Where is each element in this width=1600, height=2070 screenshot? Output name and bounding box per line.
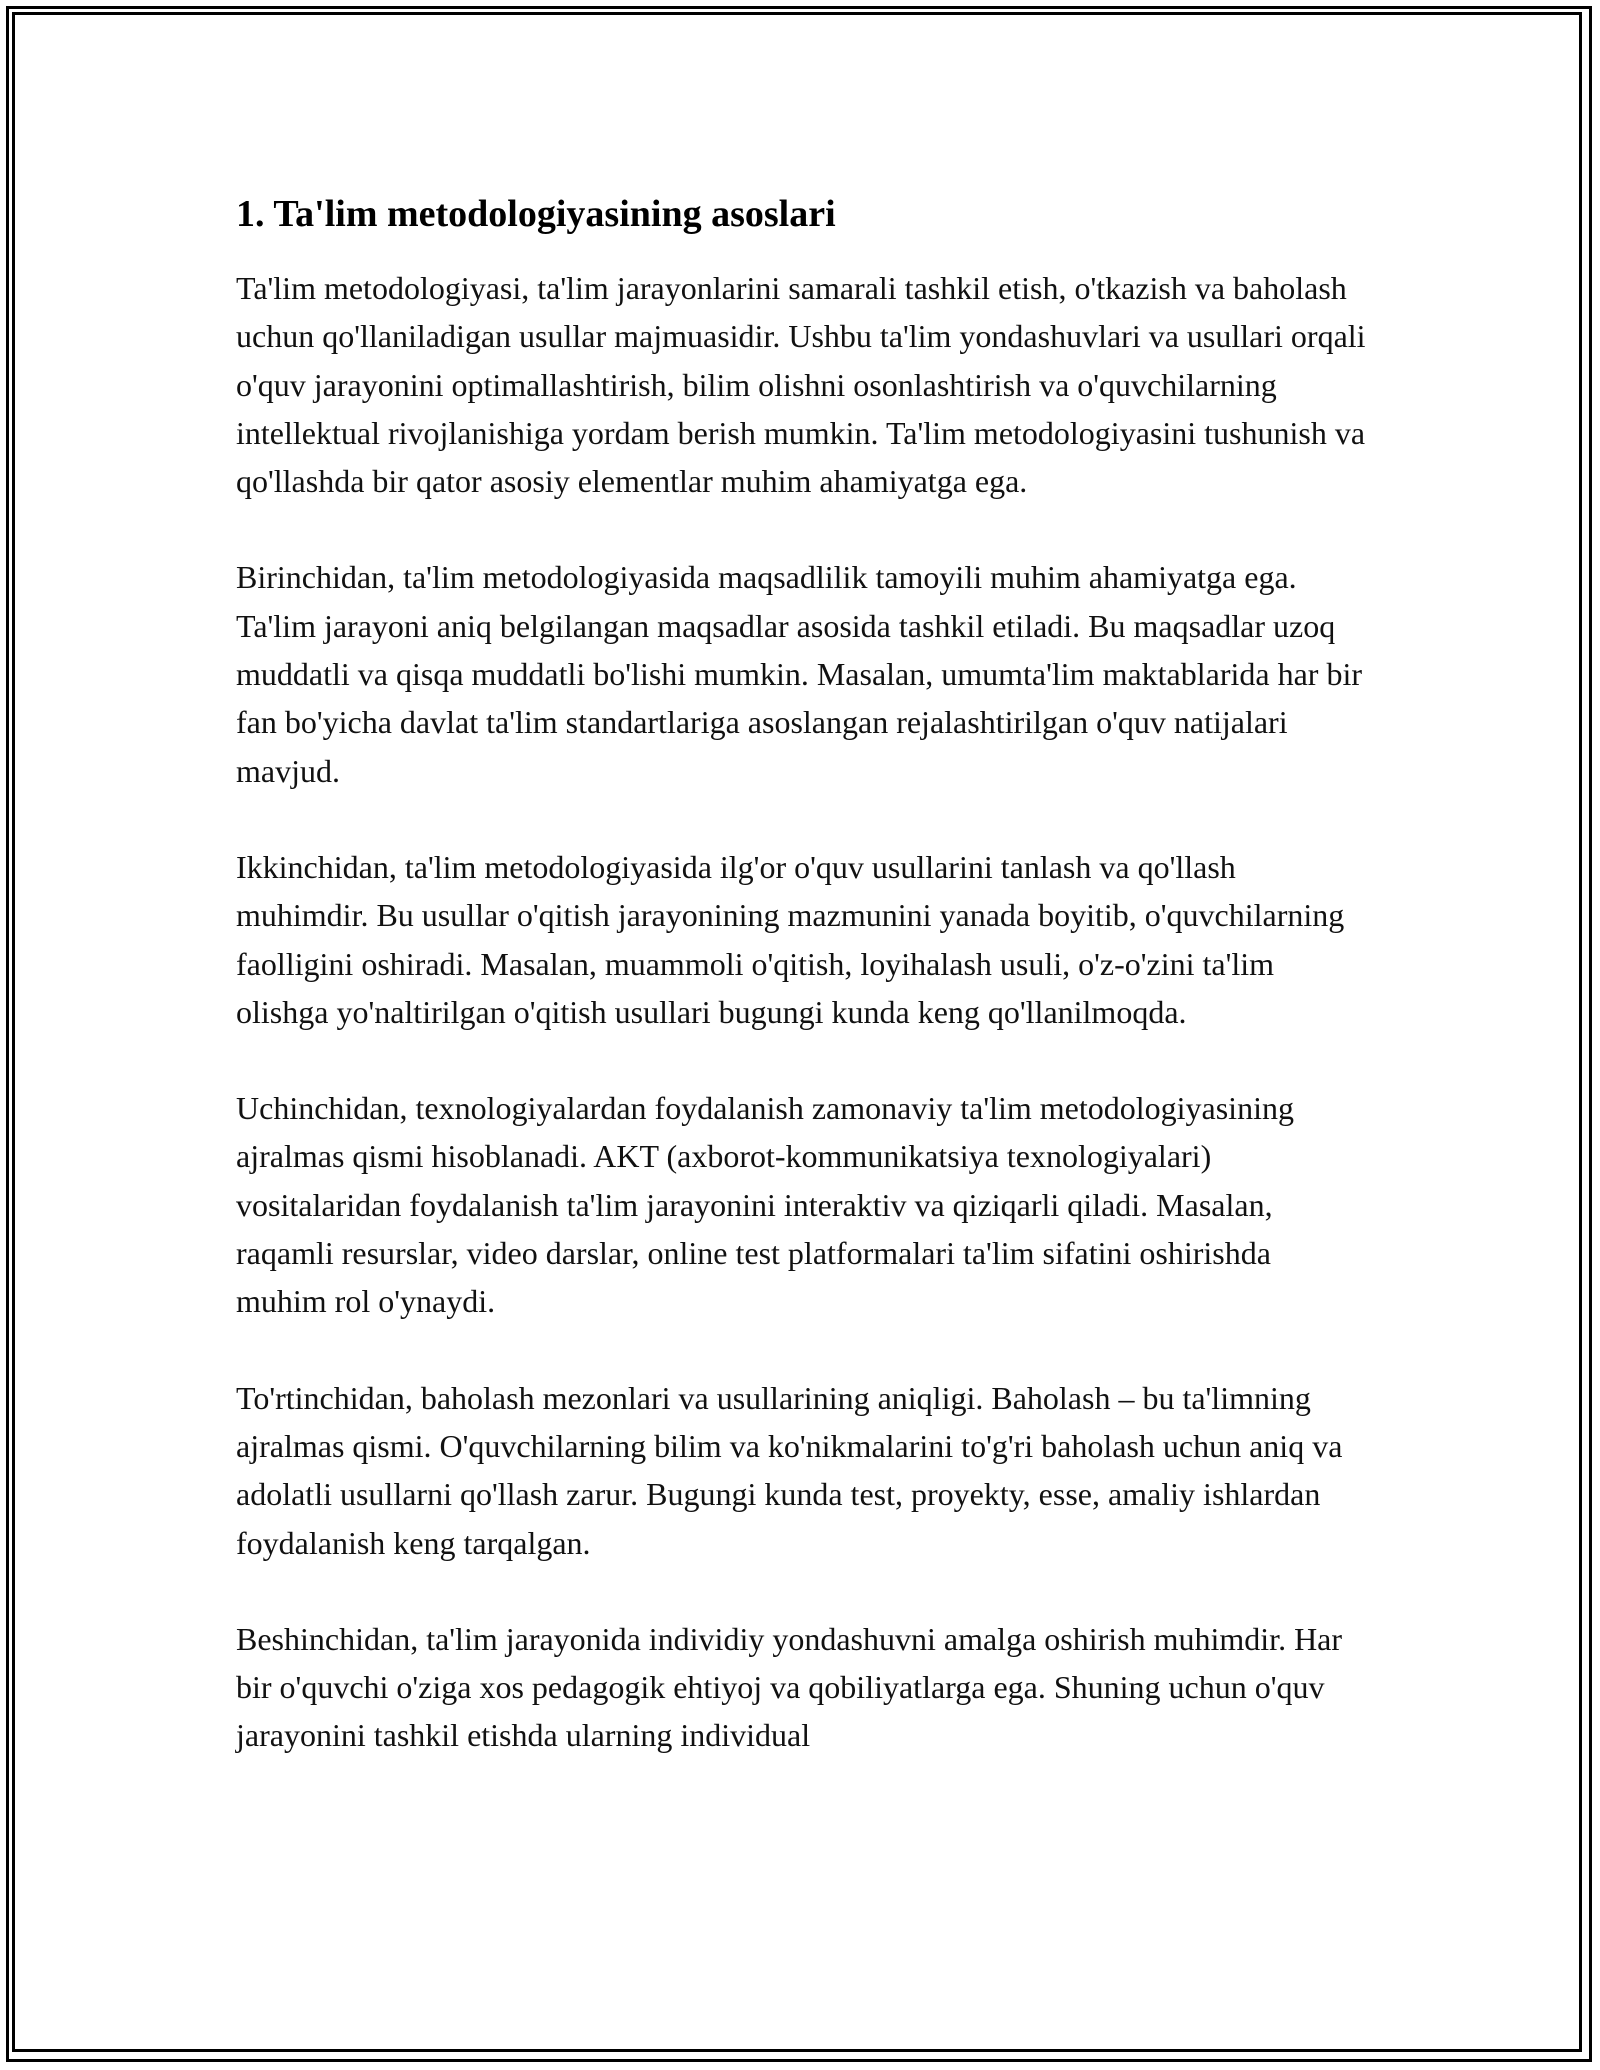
paragraph-second: Ikkinchidan, ta'lim metodologiyasida ilg'or o'quv usullarini tanlash va qo'llash muhimdir. Bu usullar o'qitish jarayonining mazmunini yanada boyitib, o'quvchilarning faolligini oshiradi. Masalan, muammoli o'qitish, loyihalash usuli, o'z-o'zini ta'lim olishga yo'naltirilgan o'qitish usullari bugungi kunda keng qo'llanilmoqda. <box>236 848 1345 1030</box>
document-body <box>236 188 1366 1808</box>
paragraph-fifth: Beshinchidan, ta'lim jarayonida individiy yondashuvni amalga oshirish muhimdir. Har bir o'quvchi o'ziga xos pedagogik ehtiyoj va qobiliyatlarga ega. Shuning uchun o'quv jarayonini tashkil etishda ularning individual <box>236 1620 1343 1754</box>
paragraph-intro: Ta'lim metodologiyasi, ta'lim jarayonlarini samarali tashkil etish, o'tkazish va baholash uchun qo'llaniladigan usullar majmuasidir. Ushbu ta'lim yondashuvlari va usullari orqali o'quv jarayonini optimallashtirish, bilim olishni osonlashtirish va o'quvchilarning intellektual rivojlanishiga yordam berish mumkin. Ta'lim metodologiyasini tushunish va qo'llashda bir qator asosiy elementlar muhim ahamiyatga ega. <box>236 270 1366 500</box>
paragraph-fourth: To'rtinchidan, baholash mezonlari va usullarining aniqligi. Baholash – bu ta'limning ajralmas qismi. O'quvchilarning bilim va ko'nikmalarini to'g'ri baholash uchun aniq va adolatli usullarni qo'llash zarur. Bugungi kunda test, proyekty, esse, amaliy ishlardan foydalanish keng tarqalgan. <box>236 1379 1343 1561</box>
paragraph-third: Uchinchidan, texnologiyalardan foydalanish zamonaviy ta'lim metodologiyasining ajralmas qismi hisoblanadi. AKT (axborot-kommunikatsiya texnologiyalari) vositalaridan foydalanish ta'lim jarayonini interaktiv va qiziqarli qiladi. Masalan, raqamli resurslar, video darslar, online test platformalari ta'lim sifatini oshirishda muhim rol o'ynaydi. <box>236 1090 1294 1320</box>
section-heading: 1. Ta'lim metodologiyasining asoslari <box>236 193 836 235</box>
paragraph-first: Birinchidan, ta'lim metodologiyasida maqsadlilik tamoyili muhim ahamiyatga ega. Ta'lim jarayoni aniq belgilangan maqsadlar asosida tashkil etiladi. Bu maqsadlar uzoq muddatli va qisqa muddatli bo'lishi mumkin. Masalan, umumta'lim maktablarida har bir fan bo'yicha davlat ta'lim standartlariga asoslangan rejalashtirilgan o'quv natijalari mavjud. <box>236 559 1362 789</box>
